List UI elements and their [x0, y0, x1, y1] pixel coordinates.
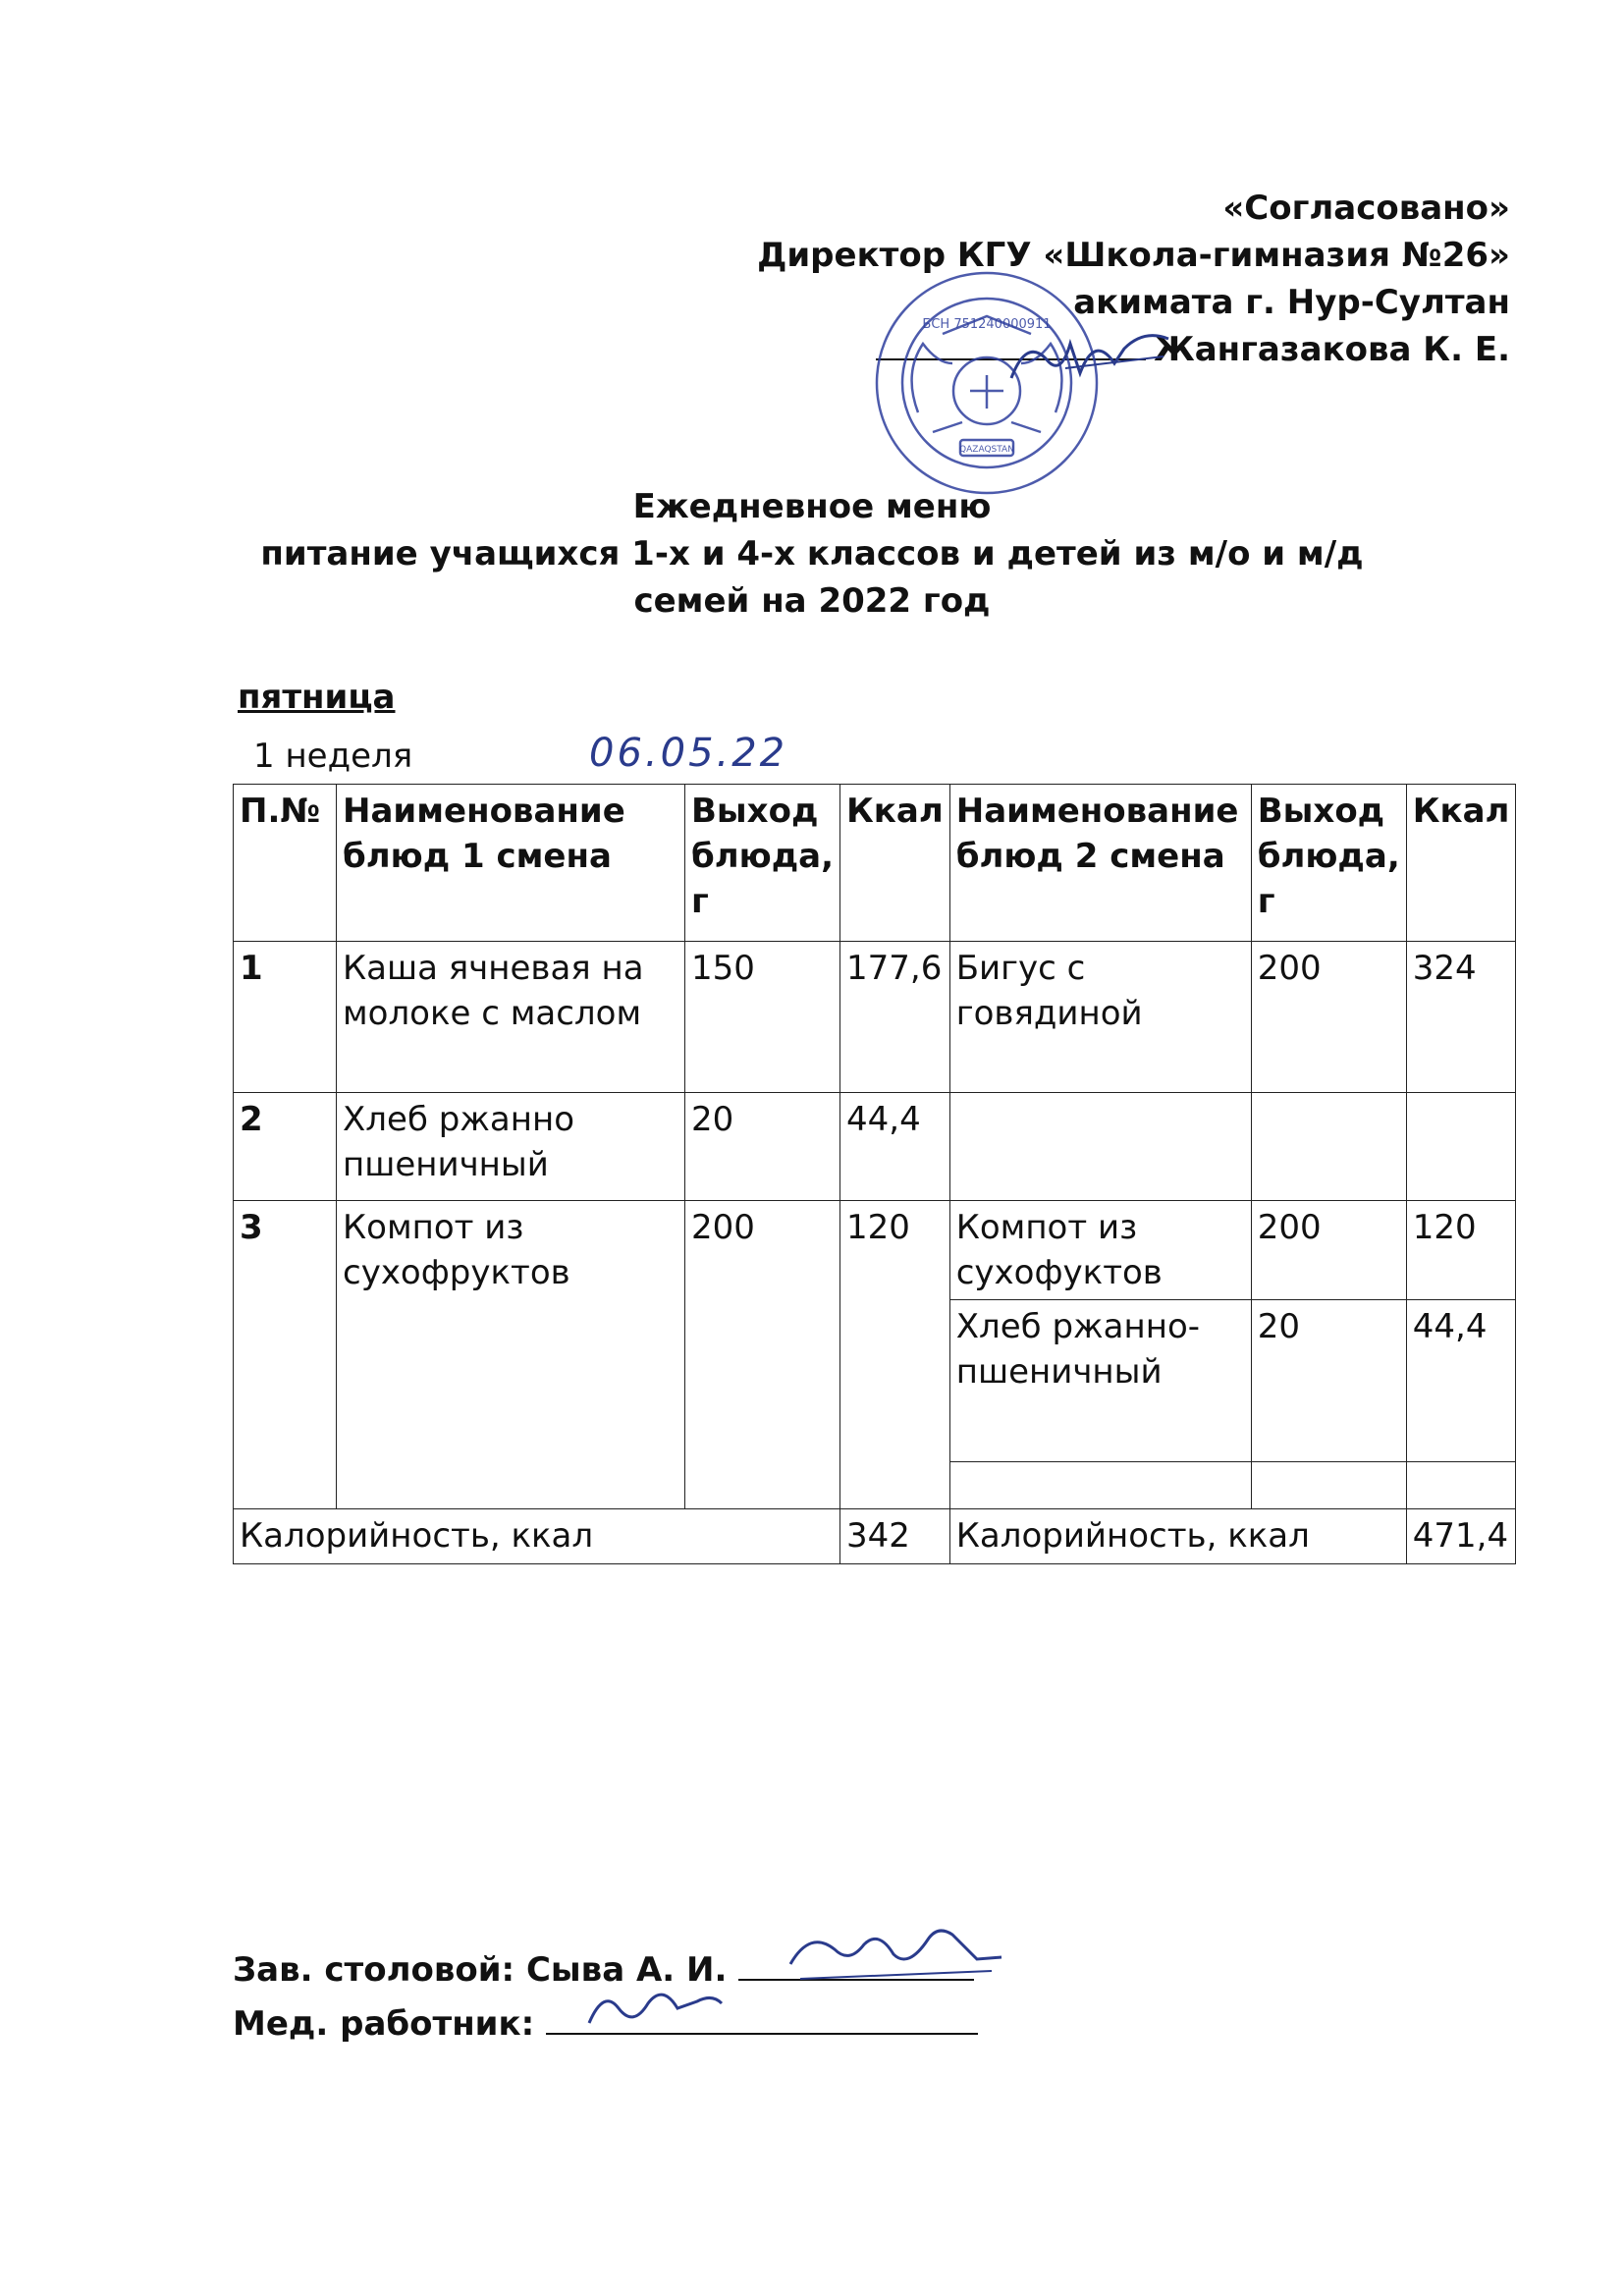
- header-dish-shift1: Наименование блюд 1 смена: [337, 785, 685, 942]
- kcal-shift2: 324: [1406, 942, 1516, 1093]
- canteen-head-signature: [781, 1910, 1006, 1998]
- header-kcal-shift1: Ккал: [840, 785, 950, 942]
- approval-line-director: Директор КГУ «Школа-гимназия №26»: [757, 236, 1510, 275]
- title-line-1: Ежедневное меню: [632, 487, 992, 526]
- row-num: [234, 1300, 337, 1462]
- header-yield-shift1: Выход блюда, г: [685, 785, 840, 942]
- dish-shift2: Компот из сухофуктов: [949, 1201, 1251, 1300]
- yield-shift1: 150: [685, 942, 840, 1093]
- header-yield-shift2: Выход блюда, г: [1251, 785, 1406, 942]
- kcal-shift1: 44,4: [840, 1093, 950, 1201]
- total-label-shift1: Калорийность, ккал: [234, 1509, 840, 1564]
- yield-shift1: 200: [685, 1201, 840, 1300]
- svg-text:QAZAQSTAN: QAZAQSTAN: [959, 445, 1014, 455]
- table-header-row: [234, 785, 1516, 942]
- table-total-row: [234, 1509, 1516, 1564]
- yield-shift2: 200: [1251, 1201, 1406, 1300]
- handwritten-date: 06.05.22: [589, 731, 788, 776]
- dish-shift1: [337, 1300, 685, 1462]
- header-kcal-shift2: Ккал: [1406, 785, 1516, 942]
- director-signature: [1006, 319, 1173, 398]
- dish-shift2: Хлеб ржанно-пшеничный: [949, 1300, 1251, 1462]
- director-name: Жангазакова К. Е.: [1154, 330, 1510, 369]
- canteen-head-label: Зав. столовой: Сыва А. И.: [233, 1950, 728, 1990]
- table-row: [234, 1201, 1516, 1300]
- menu-table: [233, 784, 1516, 1564]
- row-num: 3: [234, 1201, 337, 1300]
- svg-text:БСН 751240000911: БСН 751240000911: [922, 317, 1052, 332]
- table-row: [234, 1093, 1516, 1201]
- yield-shift2: 200: [1251, 942, 1406, 1093]
- week-number: 1 неделя: [253, 737, 413, 776]
- approval-line-akimat: акимата г. Нур-Султан: [1073, 283, 1510, 322]
- row-num: 2: [234, 1093, 337, 1201]
- kcal-shift2: 44,4: [1406, 1300, 1516, 1462]
- dish-shift2: [949, 1093, 1251, 1201]
- kcal-shift2: 120: [1406, 1201, 1516, 1300]
- dish-shift1: Компот из сухофруктов: [337, 1201, 685, 1300]
- title-line-2: питание учащихся 1-х и 4-х классов и детей из м/о и м/д: [260, 534, 1364, 574]
- total-label-shift2: Калорийность, ккал: [949, 1509, 1406, 1564]
- title-line-3: семей на 2022 год: [633, 581, 991, 621]
- row-num: 1: [234, 942, 337, 1093]
- document-title: [0, 483, 1624, 625]
- medic-label: Мед. работник:: [233, 2004, 535, 2044]
- kcal-shift2: [1406, 1093, 1516, 1201]
- yield-shift1: 20: [685, 1093, 840, 1201]
- total-value-shift1: 342: [840, 1509, 950, 1564]
- kcal-shift1: 177,6: [840, 942, 950, 1093]
- medic-signature: [579, 1974, 727, 2043]
- table-row: [234, 942, 1516, 1093]
- table-row: [234, 1300, 1516, 1462]
- total-value-shift2: 471,4: [1406, 1509, 1516, 1564]
- yield-shift2: 20: [1251, 1300, 1406, 1462]
- approval-label: «Согласовано»: [1222, 189, 1510, 228]
- kcal-shift1: [840, 1300, 950, 1462]
- kcal-shift1: 120: [840, 1201, 950, 1300]
- dish-shift1: Хлеб ржанно пшеничный: [337, 1093, 685, 1201]
- yield-shift2: [1251, 1093, 1406, 1201]
- dish-shift1: Каша ячневая на молоке с маслом: [337, 942, 685, 1093]
- header-num: П.№: [234, 785, 337, 942]
- weekday: пятница: [238, 678, 396, 717]
- header-dish-shift2: Наименование блюд 2 смена: [949, 785, 1251, 942]
- dish-shift2: Бигус с говядиной: [949, 942, 1251, 1093]
- yield-shift1: [685, 1300, 840, 1462]
- table-row-empty: [234, 1462, 1516, 1509]
